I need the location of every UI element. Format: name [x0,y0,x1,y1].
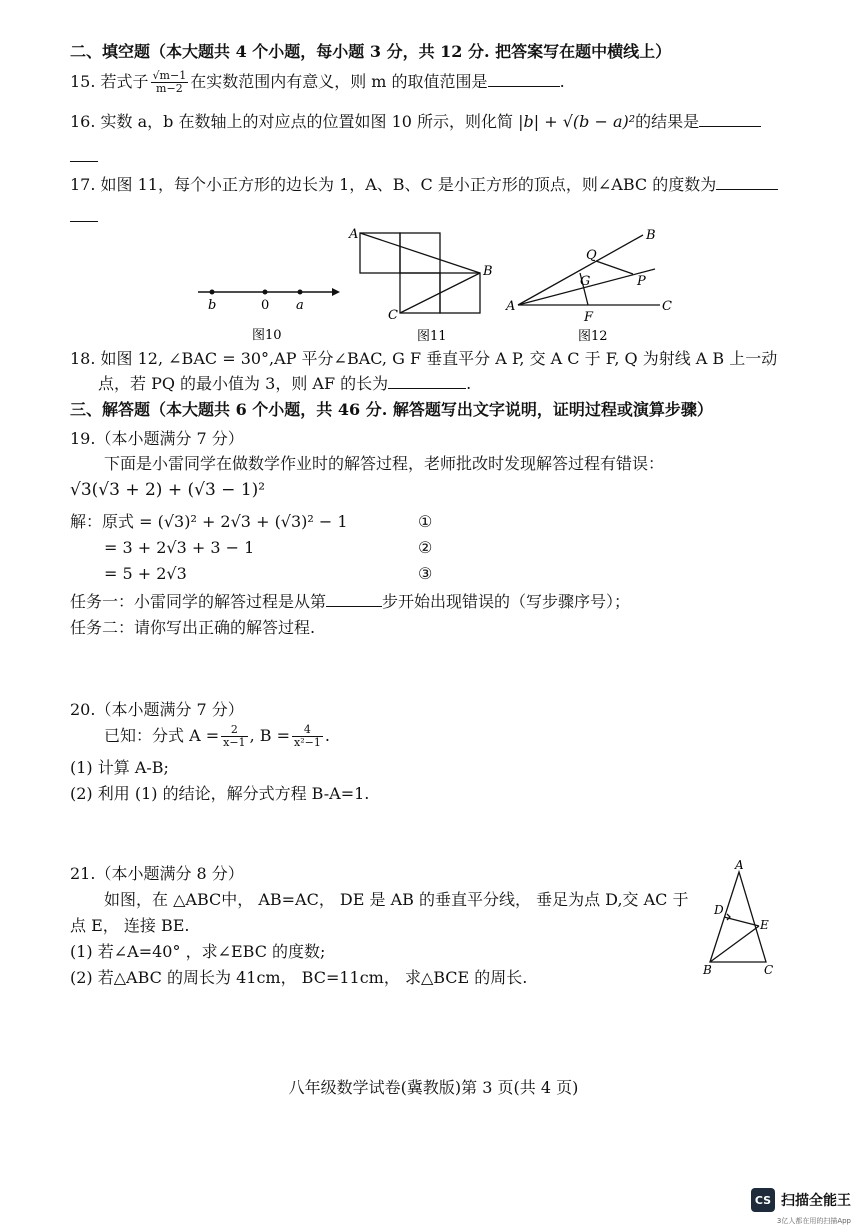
tri-label-D: D [714,903,724,917]
step-text: 解：原式 = (√3)² + 2√3 + (√3)² − 1 [70,512,348,531]
q15-end: . [559,72,565,91]
q19-expression: √3(√3 + 2) + (√3 − 1)² [70,480,266,500]
q15-suffix: 在实数范围内有意义，则 m 的取值范围是 [190,72,488,91]
fig11-caption: 图11 [417,329,447,344]
fig10-caption: 图10 [252,328,282,343]
q18-end: . [466,374,472,393]
fig12-label-C: C [662,299,672,314]
q18-line-1: 18. 如图 12, ∠BAC = 30°,AP 平分∠BAC, G F 垂直平分 A P, 交 A C 于 F, Q 为射线 A B 上一动 [70,349,778,368]
tri-label-E: E [760,918,769,932]
q19-step-1 [70,510,348,534]
q16-prefix: 16. 实数 a，b 在数轴上的对应点的位置如图 10 所示，则化简 [70,112,519,131]
answer-blank [70,145,98,162]
step-mark-2: ② [418,538,433,557]
triangle-figure [696,858,786,983]
section-note: （本大题共 6 个小题，共 46 分. 解答题写出文字说明，证明过程或演算步骤） [150,400,713,419]
q20-part-2: (2) 利用 (1) 的结论，解分式方程 B-A=1. [70,784,370,803]
given-end: . [324,726,330,745]
q15-prefix: 15. 若式子 [70,72,149,91]
fig12-label-Q: Q [586,248,597,263]
answer-blank [326,590,382,607]
question-17 [70,173,778,197]
section-title: 三、解答题 [70,400,151,419]
fig12-label-F: F [584,310,594,325]
fig12-label-A: A [506,299,516,314]
page-footer: 八年级数学试卷(冀教版)第 3 页(共 4 页) [288,1078,579,1097]
fig10-label-b: b [208,298,217,313]
question-16 [70,110,761,134]
q20-part-1: (1) 计算 A-B; [70,758,169,777]
question-18 [70,347,777,371]
q21-part-1: (1) 若∠A=40° ，求∠EBC 的度数; [70,942,326,961]
q19-task-2: 任务二：请你写出正确的解答过程. [70,618,316,637]
q19-header: 19.（本小题满分 7 分） [70,429,244,448]
section-note: （本大题共 4 个小题，每小题 3 分，共 12 分. 把答案写在题中横线上） [150,42,672,61]
q17-blank-cont [70,205,98,229]
q15-denominator: m−2 [156,82,183,95]
q20-given [104,724,330,749]
answer-blank [70,205,98,222]
q21-part-2: (2) 若△ABC 的周长为 41cm， BC=11cm， 求△BCE 的周长. [70,968,528,987]
task1-text: 任务一：小雷同学的解答过程是从第 [70,592,327,611]
tri-label-B: B [703,963,712,977]
tri-label-A: A [735,858,744,872]
q15-numerator: √m−1 [152,69,187,82]
fig12-label-P: P [637,274,646,289]
fraction-B [292,724,323,749]
fraction-A [221,724,247,749]
b-numerator: 4 [292,724,323,737]
scanner-logo [751,1188,851,1225]
a-numerator: 2 [221,724,247,737]
q16-suffix: 的结果是 [635,112,700,131]
q19-step-2: = 3 + 2√3 + 3 − 1 [104,538,255,557]
q15-fraction [151,70,189,95]
q21-line-2: 点 E， 连接 BE. [70,916,190,935]
figure-12 [500,225,685,347]
logo-name: 扫描全能王 [781,1193,851,1209]
step-mark-3: ③ [418,564,433,583]
q19-task-1 [70,590,630,614]
logo-tagline: 3亿人都在用的扫描App [776,1217,851,1225]
b-prefix: , B = [249,726,290,745]
figure-10 [190,275,350,350]
q19-step-3: = 5 + 2√3 [104,564,187,583]
b-denominator: x²−1 [293,736,321,749]
given-prefix: 已知：分式 A = [104,726,220,745]
answer-blank [488,70,560,87]
task1-text-end: 步开始出现错误的（写步骤序号）； [382,592,631,611]
fig10-label-a: a [296,298,304,313]
answer-blank [716,173,778,190]
q18-line-2 [98,372,471,396]
q16-blank-cont [70,145,98,169]
q17-text: 17. 如图 11，每个小正方形的边长为 1，A、B、C 是小正方形的顶点，则∠ABC 的度数为 [70,175,717,194]
q20-header: 20.（本小题满分 7 分） [70,700,244,719]
cs-badge-icon: CS [751,1188,775,1212]
question-15 [70,70,565,95]
q21-header: 21.（本小题满分 8 分） [70,864,244,883]
fig11-label-C: C [388,308,398,323]
q21-line-1: 如图，在 △ABC中， AB=AC， DE 是 AB 的垂直平分线， 垂足为点 D,交 AC 于 [104,890,689,909]
step-mark-1: ① [418,512,433,531]
answer-blank [388,372,466,389]
q16-expression: |b| + √(b − a)² [518,112,636,131]
fig12-caption: 图12 [578,329,608,344]
figure-11 [345,225,505,347]
a-denominator: x−1 [223,736,246,749]
section-2-heading [70,40,671,64]
q18-text: 点，若 PQ 的最小值为 3，则 AF 的长为 [98,374,389,393]
fig12-label-B: B [646,228,656,243]
fig12-label-G: G [580,274,591,289]
tri-label-C: C [764,963,774,977]
section-title: 二、填空题 [70,42,151,61]
fig11-label-B: B [483,264,493,279]
section-3-heading [70,398,713,422]
answer-blank [699,110,761,127]
fig11-label-A: A [349,227,359,242]
q19-intro: 下面是小雷同学在做数学作业时的解答过程，老师批改时发现解答过程有错误： [104,454,665,473]
fig10-label-0: 0 [261,298,270,313]
